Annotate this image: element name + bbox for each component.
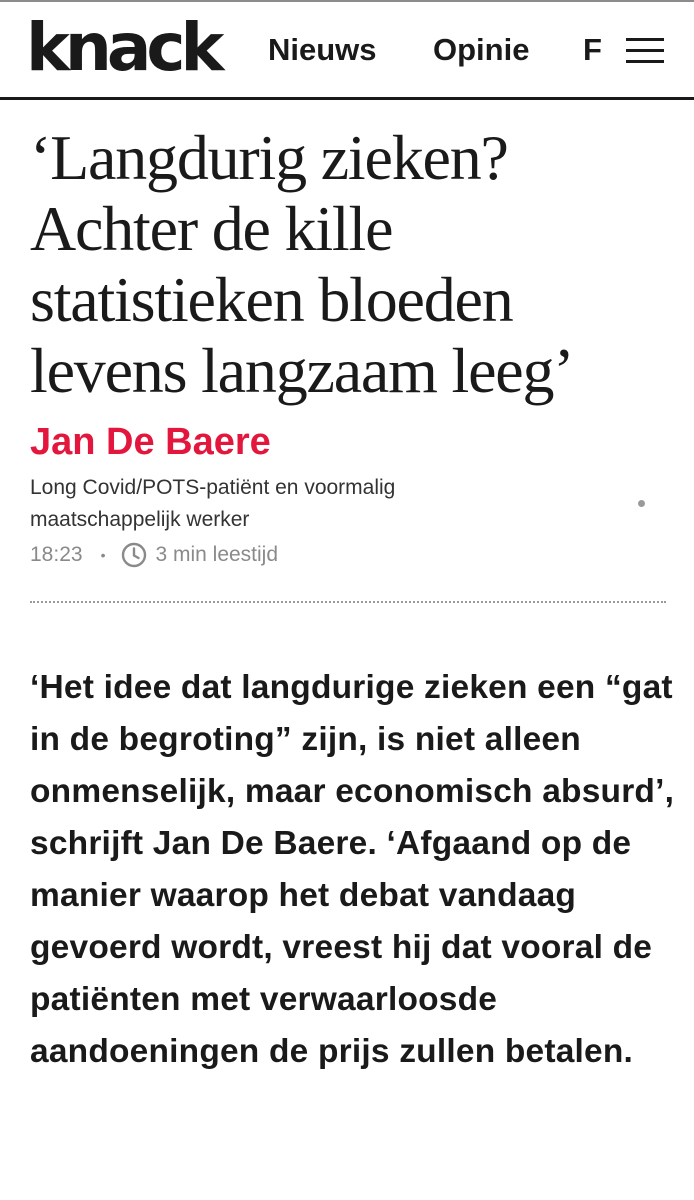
menu-line — [626, 60, 664, 63]
clock-icon — [121, 542, 147, 568]
meta-separator: • — [100, 547, 106, 563]
article-meta — [30, 538, 278, 572]
nav-item-partial[interactable]: F — [583, 32, 602, 67]
top-border — [0, 0, 694, 2]
publish-time: 18:23 — [30, 543, 83, 566]
reading-time: 3 min leestijd — [155, 543, 279, 566]
knack-logo[interactable]: knack — [26, 9, 220, 86]
menu-line — [626, 49, 664, 52]
site-header — [0, 0, 694, 100]
author-name[interactable]: Jan De Baere — [30, 421, 271, 463]
hamburger-menu-icon[interactable] — [624, 34, 668, 68]
dotted-divider — [30, 601, 666, 603]
nav-item-nieuws[interactable]: Nieuws — [268, 32, 377, 67]
article-headline: ‘Langdurig zieken? Achter de kille statistieken bloeden levens langzaam leeg’ — [30, 122, 574, 406]
author-bio: Long Covid/POTS-patiënt en voormalig maatschappelijk werker — [30, 476, 396, 531]
menu-line — [626, 38, 664, 41]
nav-item-opinie[interactable]: Opinie — [433, 32, 530, 67]
article-lead: ‘Het idee dat langdurige zieken een “gat in de begroting” zijn, is niet alleen onmenselijk, maar economisch absurd’, schrijft Jan De Baere. ‘Afgaand op de manier waarop het debat vandaag gevoerd wordt, vreest hij dat vooral de patiënten met verwaarloosde aandoeningen de prijs zullen betalen. — [30, 669, 675, 1070]
more-options-icon[interactable] — [638, 500, 645, 507]
